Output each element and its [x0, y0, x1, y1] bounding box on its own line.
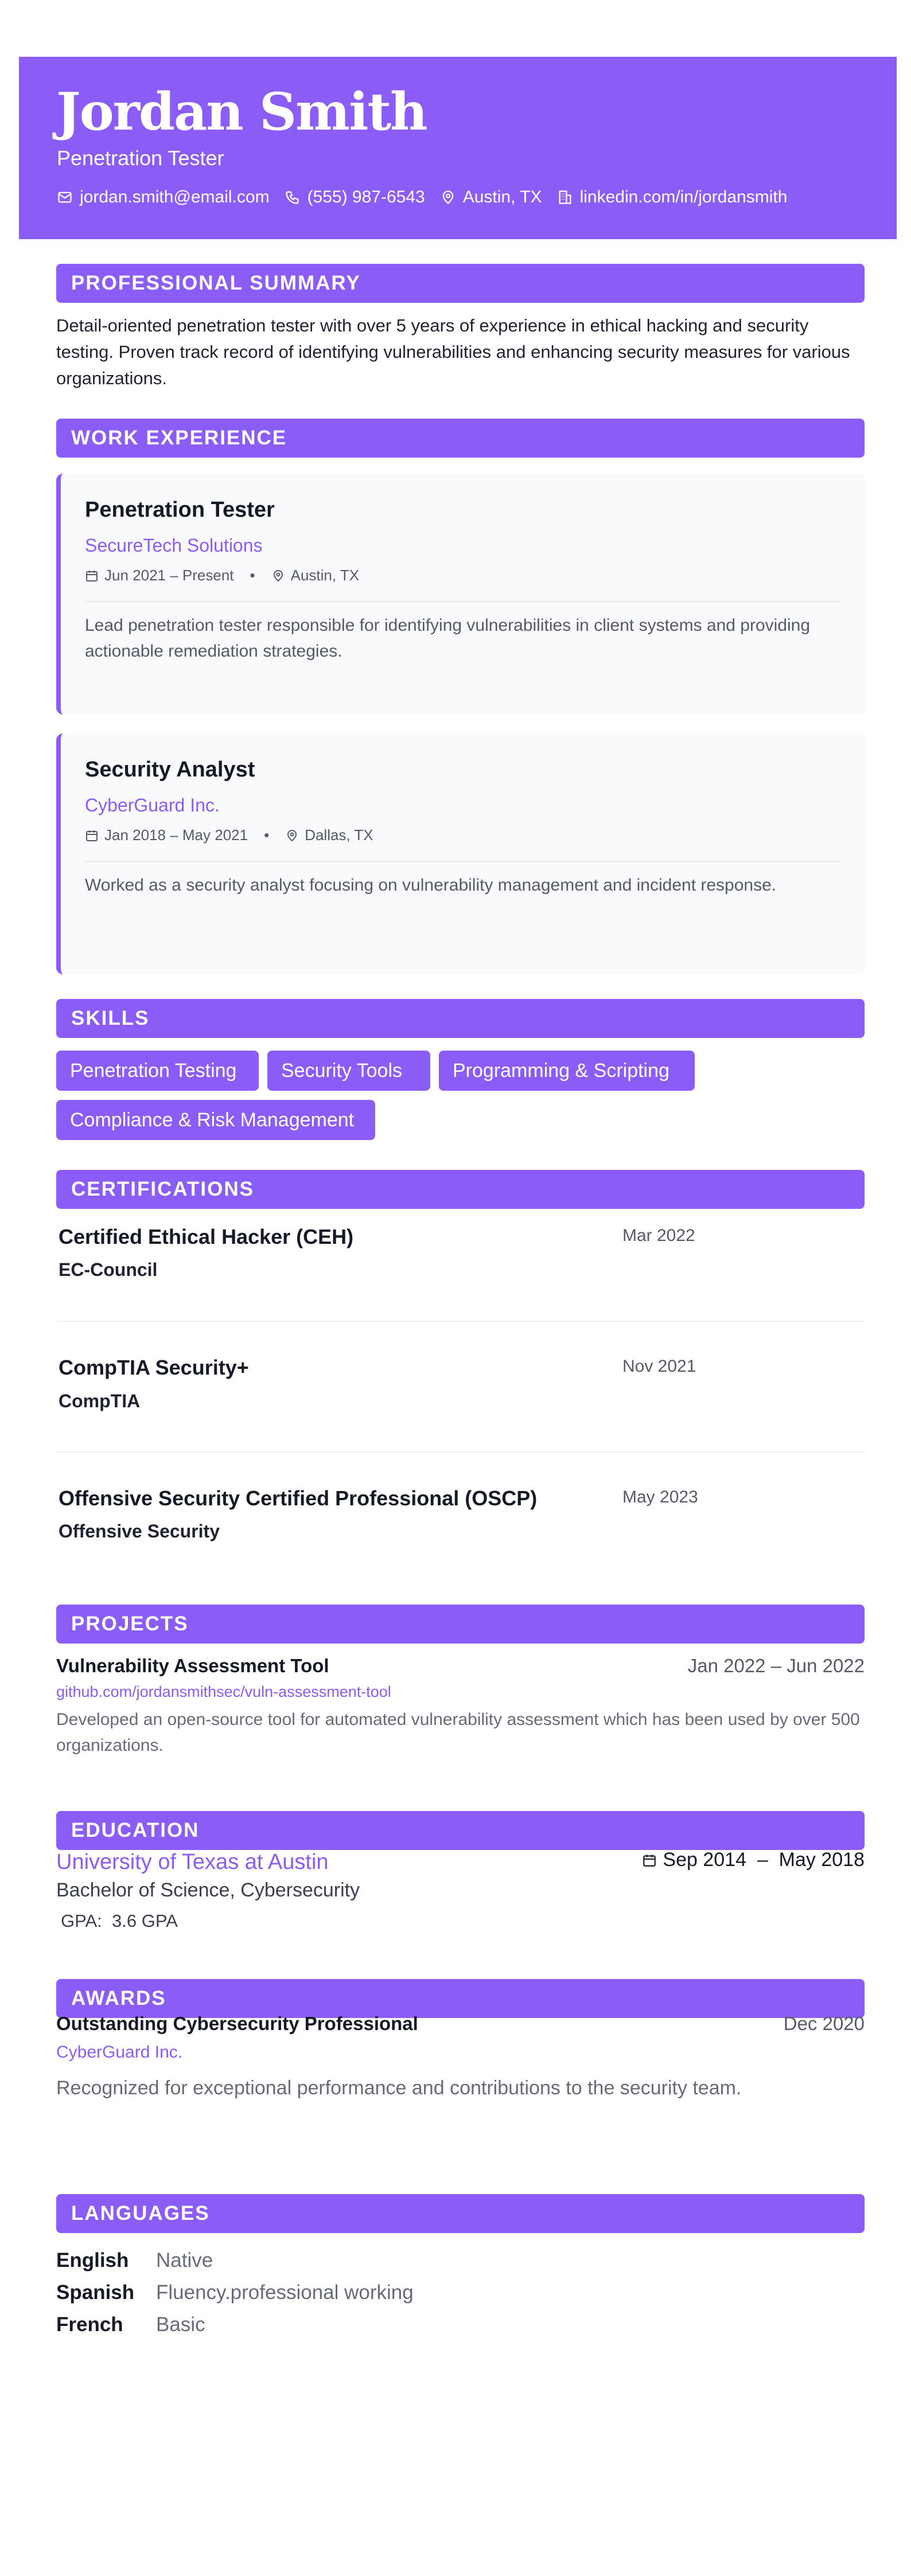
skill-tag: Penetration Testing — [56, 1051, 259, 1091]
section-title: LANGUAGES — [71, 2202, 210, 2224]
location-pin-icon — [271, 569, 285, 583]
mail-icon — [57, 189, 73, 205]
education-dates: Sep 2014 – May 2018 — [663, 1849, 865, 1871]
education-gpa: GPA: 3.6 GPA — [61, 1911, 178, 1931]
language-level: Basic — [156, 2313, 205, 2336]
contact-phone[interactable] — [285, 188, 425, 207]
calendar-icon — [85, 829, 99, 842]
job-title: Penetration Tester — [85, 498, 275, 522]
cert-issuer: CompTIA — [59, 1391, 141, 1411]
language-name: Spanish — [56, 2281, 135, 2304]
contact-info — [57, 186, 802, 209]
experience-card — [56, 474, 865, 715]
divider — [56, 1451, 865, 1453]
job-location: Austin, TX — [290, 567, 360, 584]
job-dates: Jan 2018 – May 2021 — [104, 826, 248, 844]
divider — [85, 861, 841, 862]
calendar-icon — [642, 1853, 657, 1868]
cert-date: May 2023 — [622, 1488, 698, 1506]
project-dates: Jan 2022 – Jun 2022 — [687, 1655, 865, 1676]
job-description: Lead penetration tester responsible for identifying vulnerabilities in client systems and providing actionable remediation strategies. — [85, 616, 811, 661]
contact-linkedin[interactable] — [557, 188, 788, 207]
section-title: PROJECTS — [71, 1613, 189, 1635]
cert-date: Mar 2022 — [622, 1226, 695, 1245]
candidate-title: Penetration Tester — [57, 146, 224, 170]
section-header-awards — [56, 1979, 865, 2018]
award-description: Recognized for exceptional performance and contributions to the security team. — [56, 2077, 742, 2099]
section-title: PROFESSIONAL SUMMARY — [71, 272, 361, 294]
section-header-certifications — [56, 1170, 865, 1209]
job-location: Dallas, TX — [305, 826, 373, 844]
skill-tag: Programming & Scripting — [439, 1051, 695, 1091]
project-link[interactable]: github.com/jordansmithsec/vuln-assessment-tool — [56, 1683, 391, 1700]
linkedin-text: linkedin.com/in/jordansmith — [579, 188, 788, 206]
award-date: Dec 2020 — [783, 2013, 865, 2034]
cert-name: Offensive Security Certified Professional (OSCP) — [59, 1486, 538, 1510]
award-organization: CyberGuard Inc. — [56, 2043, 183, 2062]
summary-text: Detail-oriented penetration tester with over 5 years of experience in ethical hacking and security testing. Proven track record of identifying vulnerabilities and enhancing security measures for various organizations. — [56, 315, 850, 388]
divider — [85, 601, 841, 602]
divider — [56, 1321, 865, 1322]
contact-location — [440, 188, 542, 207]
location-pin-icon — [285, 829, 299, 842]
language-level: Fluency.professional working — [156, 2281, 414, 2304]
section-title: AWARDS — [71, 1987, 166, 2009]
job-company: CyberGuard Inc. — [85, 795, 220, 815]
section-header-skills — [56, 999, 865, 1038]
skill-tag: Compliance & Risk Management — [56, 1100, 375, 1140]
phone-text: (555) 987-6543 — [307, 188, 425, 206]
education-dates-row — [642, 1849, 865, 1871]
job-meta — [85, 567, 359, 584]
project-description: Developed an open-source tool for automated vulnerability assessment which has been used by over 500 organizations. — [56, 1710, 860, 1755]
contact-email[interactable] — [57, 188, 270, 207]
section-title: CERTIFICATIONS — [71, 1178, 255, 1200]
calendar-icon — [85, 569, 99, 583]
job-company: SecureTech Solutions — [85, 535, 263, 556]
job-meta — [85, 826, 373, 844]
project-title: Vulnerability Assessment Tool — [56, 1655, 329, 1676]
job-description: Worked as a security analyst focusing on vulnerability management and incident response. — [85, 876, 777, 895]
section-header-languages — [56, 2194, 865, 2233]
separator-dot: • — [264, 826, 270, 844]
location-text: Austin, TX — [462, 188, 542, 206]
section-title: EDUCATION — [71, 1819, 200, 1841]
education-school: University of Texas at Austin — [56, 1850, 329, 1874]
job-dates: Jun 2021 – Present — [104, 567, 234, 584]
job-title: Security Analyst — [85, 758, 255, 782]
cert-name: Certified Ethical Hacker (CEH) — [59, 1225, 354, 1248]
cert-issuer: EC-Council — [59, 1259, 158, 1280]
section-header-summary — [56, 264, 865, 303]
skill-tag: Security Tools — [267, 1051, 430, 1091]
language-name: English — [56, 2249, 129, 2271]
cert-date: Nov 2021 — [622, 1357, 696, 1376]
candidate-name: Jordan Smith — [56, 81, 427, 142]
cert-name: CompTIA Security+ — [59, 1356, 249, 1379]
cert-issuer: Offensive Security — [59, 1521, 220, 1541]
section-header-education — [56, 1811, 865, 1850]
section-header-experience — [56, 419, 865, 458]
language-level: Native — [156, 2249, 213, 2271]
location-pin-icon — [440, 189, 456, 205]
award-title: Outstanding Cybersecurity Professional — [56, 2013, 418, 2034]
phone-icon — [285, 189, 301, 205]
email-text: jordan.smith@email.com — [80, 188, 270, 206]
resume-header — [19, 57, 897, 239]
experience-card — [56, 733, 865, 974]
section-title: SKILLS — [71, 1007, 150, 1029]
separator-dot: • — [250, 567, 255, 584]
section-header-projects — [56, 1605, 865, 1644]
building-icon — [557, 189, 573, 205]
section-title: WORK EXPERIENCE — [71, 427, 287, 449]
language-name: French — [56, 2313, 123, 2336]
education-degree: Bachelor of Science, Cybersecurity — [56, 1879, 360, 1901]
